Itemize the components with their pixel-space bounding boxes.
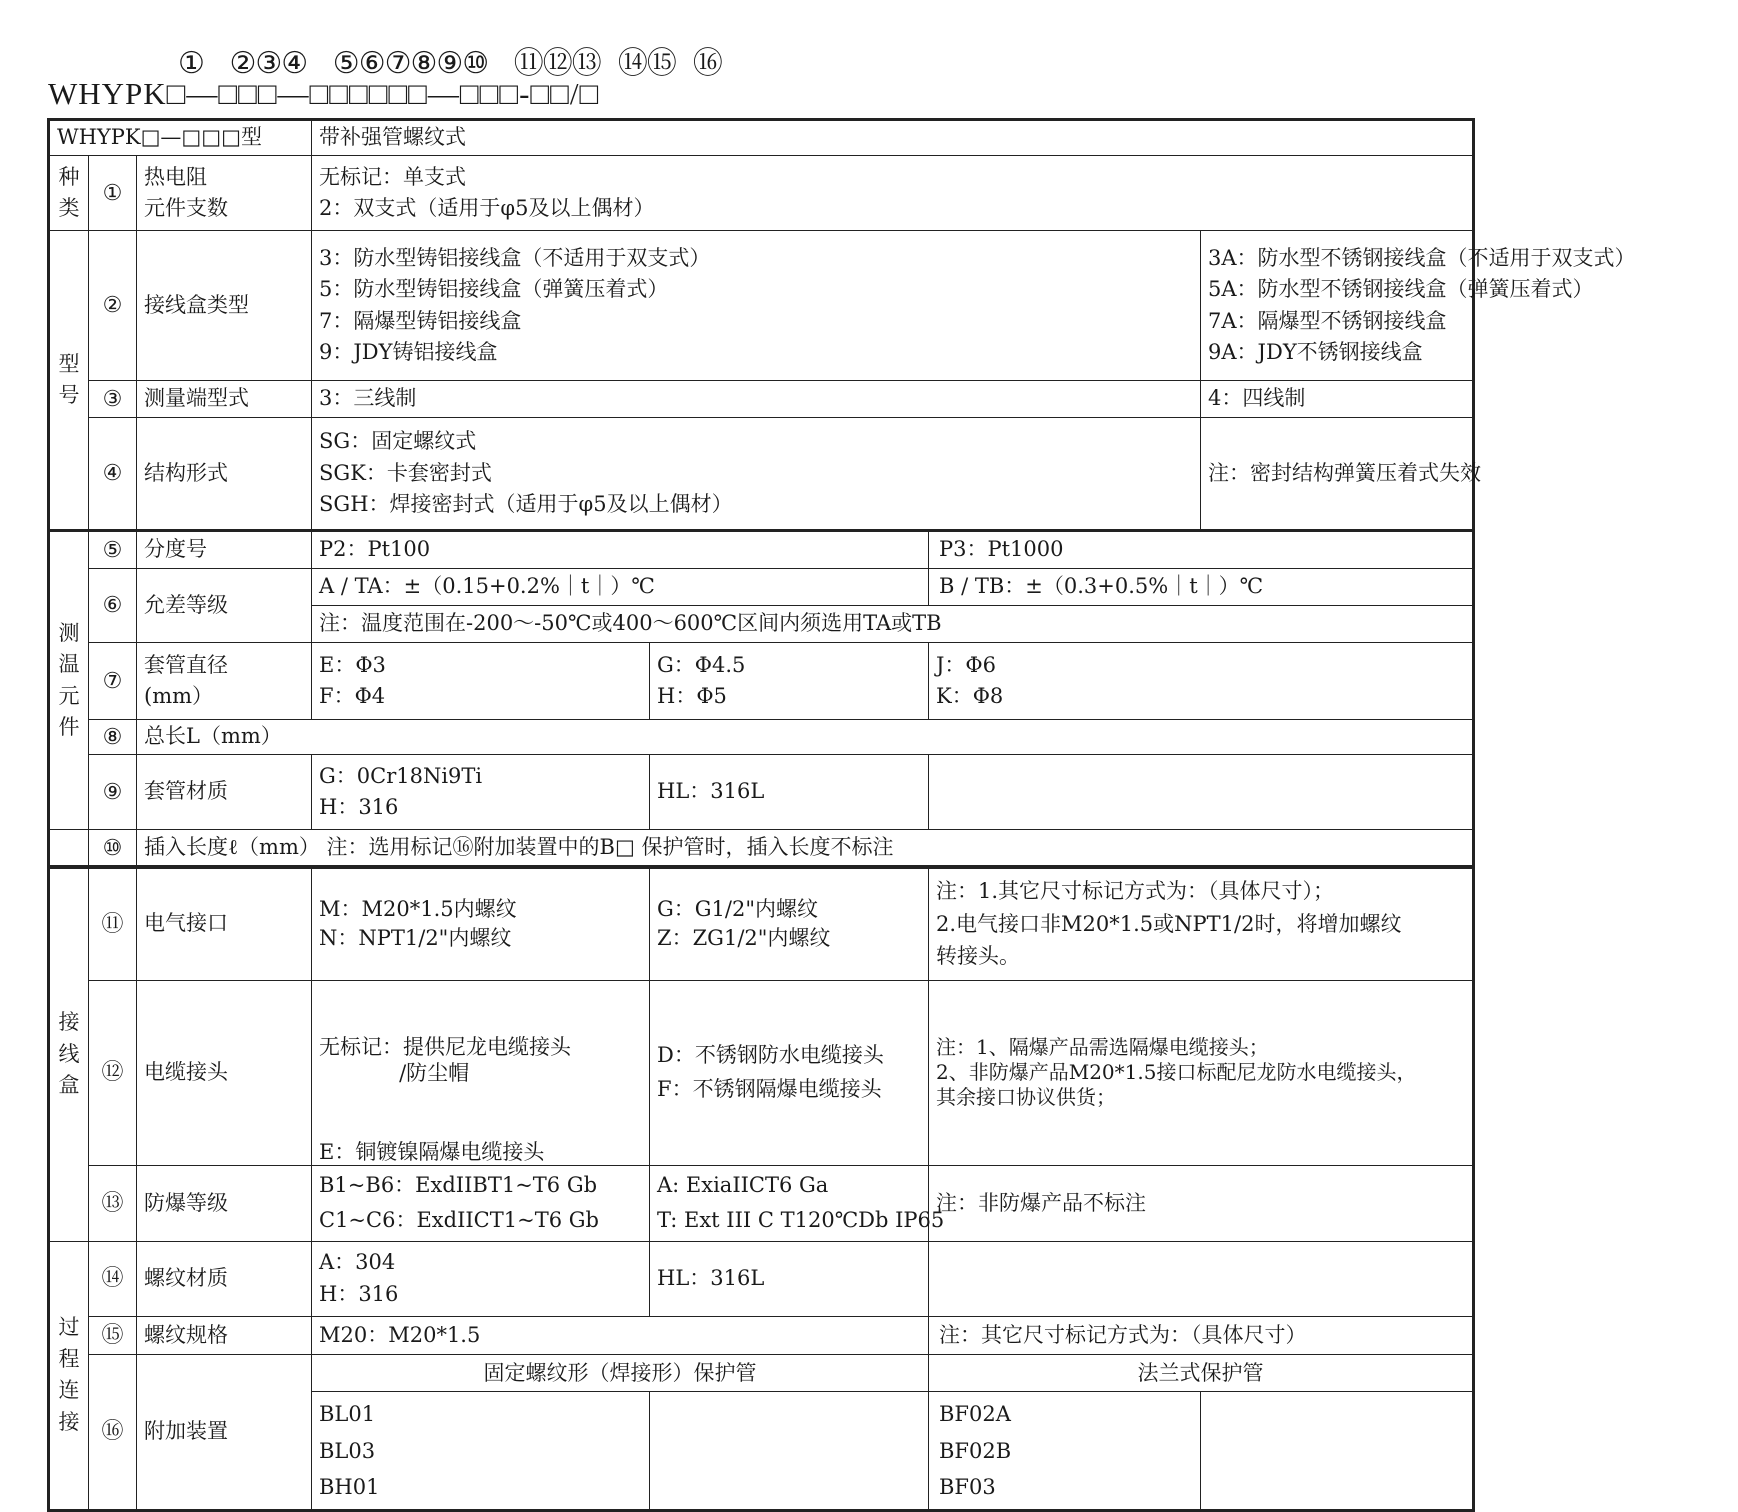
table-row	[49, 830, 1474, 868]
row-options-left: 3：防水型铸铝接线盒（不适用于双支式） 5：防水型铸铝接线盒（弹簧压着式） 7：隔爆型铸铝接线盒 9：JDY铸铝接线盒	[312, 231, 1201, 381]
row-number: ①	[89, 156, 137, 231]
row-options-a: 无标记：提供尼龙电缆接头 /防尘帽 E：铜镀镍隔爆电缆接头	[312, 981, 650, 1166]
row-options-b: D：不锈钢防水电缆接头 F：不锈钢隔爆电缆接头	[650, 981, 929, 1166]
category-process-connection: 过 程 连 接	[49, 1241, 89, 1510]
row-options-a: G：0Cr18Ni9Ti H：316	[312, 755, 650, 830]
table-row	[49, 418, 1474, 531]
table-row	[49, 1165, 1474, 1241]
row-number: ③	[89, 381, 137, 418]
fixed-thread-protection-tubes	[312, 1354, 929, 1510]
row-options-a: M：M20*1.5内螺纹 N：NPT1/2"内螺纹	[312, 867, 650, 981]
table-row	[49, 569, 1474, 606]
row-options: 无标记：单支式 2：双支式（适用于φ5及以上偶材）	[312, 156, 1474, 231]
row-number-spacer	[49, 830, 89, 868]
row-label: 分度号	[137, 531, 312, 569]
table-title-row	[49, 120, 1474, 156]
row-option-empty	[929, 1241, 1474, 1316]
row-number: ⑮	[89, 1316, 137, 1354]
table-row	[49, 531, 1474, 569]
row-number: ⑥	[89, 569, 137, 643]
row-number: ⑯	[89, 1354, 137, 1510]
row-label: 套管材质	[137, 755, 312, 830]
row-note: 注：温度范围在-200～-50℃或400～600℃区间内须选用TA或TB	[312, 606, 1474, 643]
row-note: 注：1.其它尺寸标记方式为：（具体尺寸）； 2.电气接口非M20*1.5或NPT1/2时，将增加螺纹 转接头。	[929, 867, 1474, 981]
row-option-b: HL：316L	[650, 755, 929, 830]
spec-table	[47, 118, 1636, 532]
fixed-thread-empty	[650, 1392, 928, 1509]
row-options-b: G：G1/2"内螺纹 Z：ZG1/2"内螺纹	[650, 867, 929, 981]
model-code-template: WHYPK□—□□□—□□□□□□—□□□-□□/□	[48, 76, 600, 111]
row-number: ⑨	[89, 755, 137, 830]
row-options-right: 3A：防水型不锈钢接线盒（不适用于双支式） 5A：防水型不锈钢接线盒（弹簧压着式） 7A：隔爆型不锈钢接线盒 9A：JDY不锈钢接线盒	[1201, 231, 1474, 381]
model-description: 带补强管螺纹式	[312, 120, 1474, 156]
row-label: 螺纹材质	[137, 1241, 312, 1316]
row-number: ②	[89, 231, 137, 381]
row-option-left: 3：三线制	[312, 381, 1201, 418]
row-number: ⑧	[89, 720, 137, 755]
table-row	[49, 643, 1474, 720]
row-label: 电缆接头	[137, 981, 312, 1166]
table-row	[49, 1316, 1474, 1354]
table-row	[49, 755, 1474, 830]
row-number: ⑦	[89, 643, 137, 720]
flange-empty	[1201, 1392, 1472, 1509]
row-note: 注：密封结构弹簧压着式失效	[1201, 418, 1474, 531]
row-label: 电气接口	[137, 867, 312, 981]
row-number: ⑭	[89, 1241, 137, 1316]
row-option-left: P2：Pt100	[312, 531, 929, 569]
code-position-numbers: ① ②③④ ⑤⑥⑦⑧⑨⑩ ⑪⑫⑬ ⑭⑮ ⑯	[178, 46, 722, 81]
row-label: 套管直径 (mm）	[137, 643, 312, 720]
category-type: 种 类	[49, 156, 89, 231]
row-label-with-note: 插入长度ℓ（mm） 注：选用标记⑯附加装置中的B□ 保护管时，插入长度不标注	[137, 830, 1474, 868]
row-label: 附加装置	[137, 1354, 312, 1510]
row-options-b: A: ExiaIICT6 Ga T: Ext III C T120℃Db IP65	[650, 1165, 929, 1241]
row-number: ⑪	[89, 867, 137, 981]
row-label: 测量端型式	[137, 381, 312, 418]
row-number: ⑬	[89, 1165, 137, 1241]
row-options-a: A：304 H：316	[312, 1241, 650, 1316]
row-options-a: E：Φ3 F：Φ4	[312, 643, 650, 720]
table-row	[49, 231, 1474, 381]
row-label: 螺纹规格	[137, 1316, 312, 1354]
row-label: 防爆等级	[137, 1165, 312, 1241]
spec-table-bottom	[47, 865, 1475, 1512]
category-junction-box: 接 线 盒	[49, 867, 89, 1242]
row-options-c: J：Φ6 K：Φ8	[929, 643, 1474, 720]
row-option-right: B / TB：±（0.3+0.5%｜t｜）℃	[929, 569, 1474, 606]
row-option-right: P3：Pt1000	[929, 531, 1474, 569]
row-options-b: G：Φ4.5 H：Φ5	[650, 643, 929, 720]
row-number: ④	[89, 418, 137, 531]
row-label: 结构形式	[137, 418, 312, 531]
row-label: 接线盒类型	[137, 231, 312, 381]
row-option-a: M20：M20*1.5	[312, 1316, 929, 1354]
row-note: 注：1、隔爆产品需选隔爆电缆接头； 2、非防爆产品M20*1.5接口标配尼龙防水电缆接头， 其余接口协议供货；	[929, 981, 1474, 1166]
category-model: 型 号	[49, 231, 89, 531]
flange-options: BF02A BF02B BF03	[929, 1392, 1201, 1509]
row-label: 允差等级	[137, 569, 312, 643]
flange-protection-tubes	[929, 1354, 1474, 1510]
table-row	[49, 156, 1474, 231]
row-number: ⑩	[89, 830, 137, 868]
row-note: 注：非防爆产品不标注	[929, 1165, 1474, 1241]
row-option-right: 4：四线制	[1201, 381, 1474, 418]
row-options-left: SG：固定螺纹式 SGK：卡套密封式 SGH：焊接密封式（适用于φ5及以上偶材）	[312, 418, 1201, 531]
row-note: 注：其它尺寸标记方式为：（具体尺寸）	[929, 1316, 1474, 1354]
model-name: WHYPK□—□□□型	[49, 120, 312, 156]
row-option-empty	[929, 755, 1474, 830]
row-option-b: HL：316L	[650, 1241, 929, 1316]
spec-table-lower	[47, 529, 1475, 869]
row-option-left: A / TA：±（0.15+0.2%｜t｜）℃	[312, 569, 929, 606]
table-row	[49, 981, 1474, 1166]
table-row	[49, 720, 1474, 755]
table-row	[49, 1354, 1474, 1510]
fixed-thread-header: 固定螺纹形（焊接形）保护管	[312, 1355, 928, 1392]
row-number: ⑤	[89, 531, 137, 569]
row-label: 热电阻 元件支数	[137, 156, 312, 231]
table-row	[49, 1241, 1474, 1316]
row-number: ⑫	[89, 981, 137, 1166]
row-label: 总长L（mm）	[137, 720, 1474, 755]
table-row	[49, 381, 1474, 418]
flange-header: 法兰式保护管	[929, 1355, 1472, 1392]
category-sensing-element: 测 温 元 件	[49, 531, 89, 830]
table-row	[49, 867, 1474, 981]
fixed-thread-options: BL01 BL03 BH01	[312, 1392, 650, 1509]
row-options-a: B1~B6：ExdIIBT1~T6 Gb C1~C6：ExdIICT1~T6 Gb	[312, 1165, 650, 1241]
